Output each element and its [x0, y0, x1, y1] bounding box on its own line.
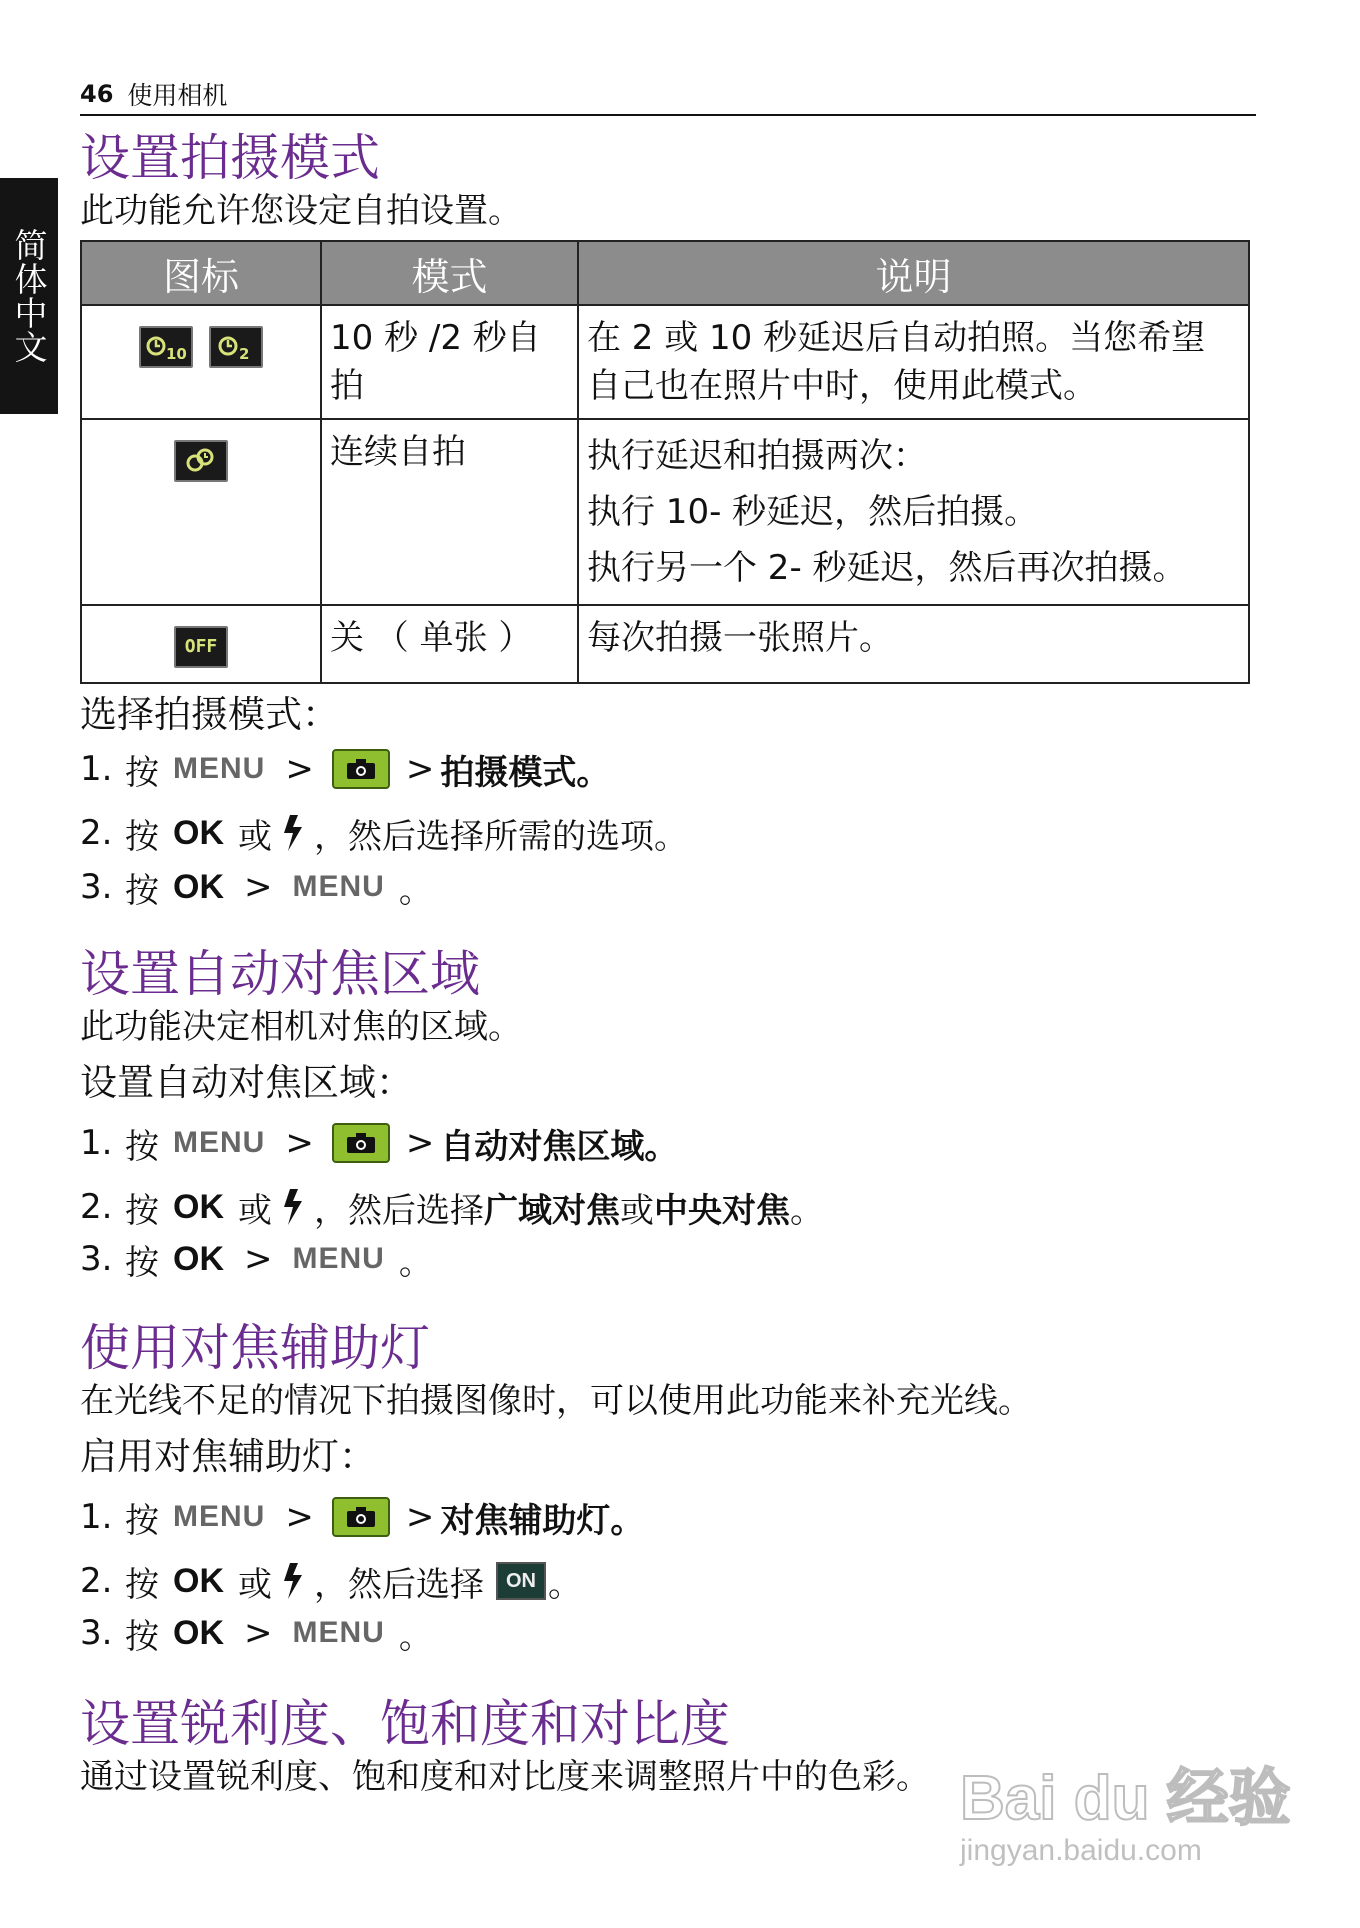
camera-icon: [332, 1123, 390, 1163]
step-end: 。: [398, 1242, 433, 1283]
step-3: [80, 862, 433, 912]
step-2: [80, 1182, 824, 1232]
flash-icon: [280, 1187, 306, 1227]
table-cell-mode: 10 秒 /2 秒自拍: [321, 305, 578, 419]
step-number: 2.: [80, 813, 113, 853]
steps-title-text: 选择拍摄模式：: [80, 693, 339, 736]
step-target: 自动对焦区域。: [440, 1126, 679, 1167]
table-cell-mode: 关 （ 单张 ）: [321, 605, 578, 683]
menu-button: MENU: [292, 1616, 385, 1649]
section-desc: 在光线不足的情况下拍摄图像时，可以使用此功能来补充光线。: [80, 1381, 1032, 1421]
ok-button: OK: [173, 1613, 224, 1652]
table-cell-desc: [578, 419, 1249, 605]
arrow: >: [285, 749, 314, 789]
watermark-url: jingyan.baidu.com: [960, 1834, 1202, 1867]
section-desc: 此功能允许您设定自拍设置。: [80, 191, 522, 231]
desc-line: 执行延迟和拍摄两次：: [587, 436, 927, 476]
self-timer-2s-icon: [209, 326, 263, 368]
table-cell-desc: [578, 305, 1249, 419]
menu-button: MENU: [292, 870, 385, 903]
ok-button: OK: [173, 1561, 224, 1600]
svg-text:10: 10: [166, 345, 187, 363]
flash-icon: [280, 1561, 306, 1601]
step-press: 按: [125, 1126, 159, 1167]
ok-button: OK: [173, 1239, 224, 1278]
step-target: 对焦辅助灯。: [440, 1500, 645, 1541]
step-end: 。: [398, 870, 433, 911]
desc-line: 在 2 或 10 秒延迟后自动拍照。当您希望: [587, 318, 1206, 358]
step-press: 按: [125, 1500, 159, 1541]
desc-line: 执行另一个 2- 秒延迟，然后再次拍摄。: [587, 548, 1187, 588]
step-number: 3.: [80, 1613, 113, 1653]
option-center-af: 中央对焦: [654, 1190, 790, 1231]
table-cell-icon: [81, 305, 321, 419]
ok-button: OK: [173, 813, 224, 852]
self-timer-10s-icon: [139, 326, 193, 368]
table-header: 图标: [81, 241, 321, 305]
step-or: 或: [238, 1190, 272, 1231]
step-2: [80, 1556, 582, 1606]
step-end: 。: [398, 1616, 433, 1657]
steps-title: [80, 690, 1260, 740]
mode-table: [80, 240, 1250, 684]
step-1: [80, 744, 610, 794]
menu-button: MENU: [173, 1500, 266, 1533]
ok-button: OK: [173, 867, 224, 906]
step-press: 按: [125, 816, 159, 857]
off-icon: OFF: [174, 626, 228, 668]
section-title: 设置自动对焦区域: [80, 945, 480, 1003]
step-press: 按: [125, 1616, 159, 1657]
arrow: >: [285, 1497, 314, 1537]
desc-line: 自己也在照片中时，使用此模式。: [587, 366, 1097, 406]
option-wide-af: 广域对焦: [484, 1190, 620, 1231]
arrow: >: [244, 867, 273, 907]
step-press: 按: [125, 1242, 159, 1283]
table-header: 说明: [578, 241, 1249, 305]
page-header: [80, 74, 1256, 116]
step-number: 3.: [80, 867, 113, 907]
step-2: [80, 808, 688, 858]
step-number: 1.: [80, 1123, 113, 1163]
on-icon: ON: [496, 1562, 546, 1600]
arrow: >: [405, 749, 435, 789]
step-number: 3.: [80, 1239, 113, 1279]
baidu-watermark: [960, 1740, 1291, 1880]
table-cell-desc: [578, 605, 1249, 683]
table-cell-icon: [81, 605, 321, 683]
section-title: 使用对焦辅助灯: [80, 1319, 430, 1377]
arrow: >: [244, 1613, 273, 1653]
camera-icon: [332, 1497, 390, 1537]
step-end: 。: [790, 1190, 824, 1231]
continuous-self-timer-icon: [174, 440, 228, 482]
section-desc: 通过设置锐利度、饱和度和对比度来调整照片中的色彩。: [80, 1757, 930, 1797]
step-text: ，然后选择: [314, 1564, 484, 1605]
step-text: 或: [620, 1190, 654, 1231]
section-af-area: [80, 944, 1260, 1108]
step-target: 拍摄模式。: [440, 752, 611, 793]
camera-icon: [332, 749, 390, 789]
menu-button: MENU: [173, 1126, 266, 1159]
section-shooting-mode: [80, 128, 1260, 234]
table-row: [81, 605, 1249, 683]
step-press: 按: [125, 752, 159, 793]
table-cell-icon: [81, 419, 321, 605]
step-end: 。: [548, 1564, 582, 1605]
chapter-title: 使用相机: [127, 81, 228, 110]
table-row: [81, 419, 1249, 605]
watermark-logo: Bai du 经验: [960, 1764, 1291, 1833]
step-press: 按: [125, 870, 159, 911]
step-press: 按: [125, 1190, 159, 1231]
steps-title-text: 设置自动对焦区域：: [80, 1061, 413, 1104]
arrow: >: [405, 1497, 435, 1537]
svg-text:2: 2: [239, 345, 250, 363]
section-af-assist-light: [80, 1318, 1260, 1482]
step-1: [80, 1118, 678, 1168]
step-number: 2.: [80, 1561, 113, 1601]
arrow: >: [244, 1239, 273, 1279]
step-text: ，然后选择: [314, 1190, 484, 1231]
arrow: >: [285, 1123, 314, 1163]
menu-button: MENU: [292, 1242, 385, 1275]
table-cell-mode: 连续自拍: [321, 419, 578, 605]
step-number: 1.: [80, 749, 113, 789]
step-number: 2.: [80, 1187, 113, 1227]
section-title: 设置锐利度、饱和度和对比度: [80, 1695, 730, 1753]
step-or: 或: [238, 816, 272, 857]
step-3: [80, 1608, 433, 1658]
desc-line: 每次拍摄一张照片。: [587, 618, 893, 658]
table-header-row: [81, 241, 1249, 305]
section-title: 设置拍摄模式: [80, 129, 380, 187]
arrow: >: [405, 1123, 435, 1163]
language-tab-label: 简体中文: [9, 228, 49, 364]
step-1: [80, 1492, 644, 1542]
menu-button: MENU: [173, 752, 266, 785]
step-3: [80, 1234, 433, 1284]
language-tab: [0, 178, 58, 414]
flash-icon: [280, 813, 306, 853]
step-or: 或: [238, 1564, 272, 1605]
section-desc: 此功能决定相机对焦的区域。: [80, 1007, 522, 1047]
page-number: 46: [80, 80, 114, 108]
table-header: 模式: [321, 241, 578, 305]
step-text: ，然后选择所需的选项。: [314, 816, 688, 857]
ok-button: OK: [173, 1187, 224, 1226]
step-press: 按: [125, 1564, 159, 1605]
step-number: 1.: [80, 1497, 113, 1537]
steps-title-text: 启用对焦辅助灯：: [80, 1435, 376, 1478]
table-row: [81, 305, 1249, 419]
desc-line: 执行 10- 秒延迟，然后拍摄。: [587, 492, 1039, 532]
